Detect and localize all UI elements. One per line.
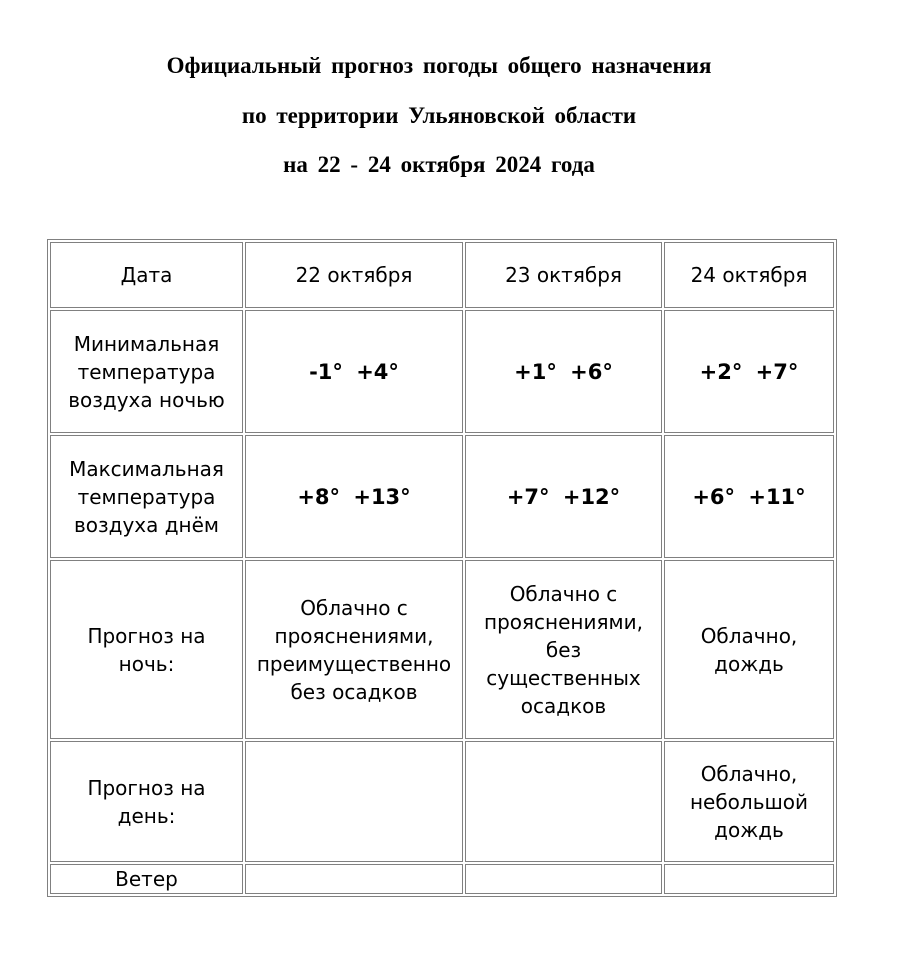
min-temp-22: -1° +4°	[245, 310, 463, 433]
header-date-23: 23 октября	[465, 242, 662, 308]
forecast-table	[47, 239, 837, 897]
day-forecast-23	[465, 741, 662, 862]
max-temp-22: +8° +13°	[245, 435, 463, 558]
row-label-max-temp: Максимальная температура воздуха днём	[50, 435, 243, 558]
header-date-label: Дата	[50, 242, 243, 308]
table-header-row	[50, 242, 834, 308]
table-row-max-temp	[50, 435, 834, 558]
wind-23	[465, 864, 662, 894]
night-forecast-22: Облачно с прояснениями, преимущественно без осадков	[245, 560, 463, 739]
document-title-line-2: по территории Ульяновской области	[241, 103, 637, 128]
wind-24	[664, 864, 834, 894]
min-temp-23: +1° +6°	[465, 310, 662, 433]
table-row-day-forecast	[50, 741, 834, 862]
header-date-24: 24 октября	[664, 242, 834, 308]
row-label-day-forecast: Прогноз на день:	[50, 741, 243, 862]
table-row-night-forecast	[50, 560, 834, 739]
row-label-wind: Ветер	[50, 864, 243, 894]
day-forecast-22	[245, 741, 463, 862]
min-temp-24: +2° +7°	[664, 310, 834, 433]
table-row-wind	[50, 864, 834, 894]
day-forecast-24: Облачно, небольшой дождь	[664, 741, 834, 862]
table-row-min-temp	[50, 310, 834, 433]
max-temp-23: +7° +12°	[465, 435, 662, 558]
night-forecast-24: Облачно, дождь	[664, 560, 834, 739]
night-forecast-23: Облачно с прояснениями, без существенных осадков	[465, 560, 662, 739]
document-title-line-3: на 22 - 24 октября 2024 года	[283, 152, 595, 177]
max-temp-24: +6° +11°	[664, 435, 834, 558]
header-date-22: 22 октября	[245, 242, 463, 308]
document-title-line-1: Официальный прогноз погоды общего назначения	[166, 53, 712, 78]
row-label-min-temp: Минимальная температура воздуха ночью	[50, 310, 243, 433]
wind-22	[245, 864, 463, 894]
row-label-night-forecast: Прогноз на ночь:	[50, 560, 243, 739]
